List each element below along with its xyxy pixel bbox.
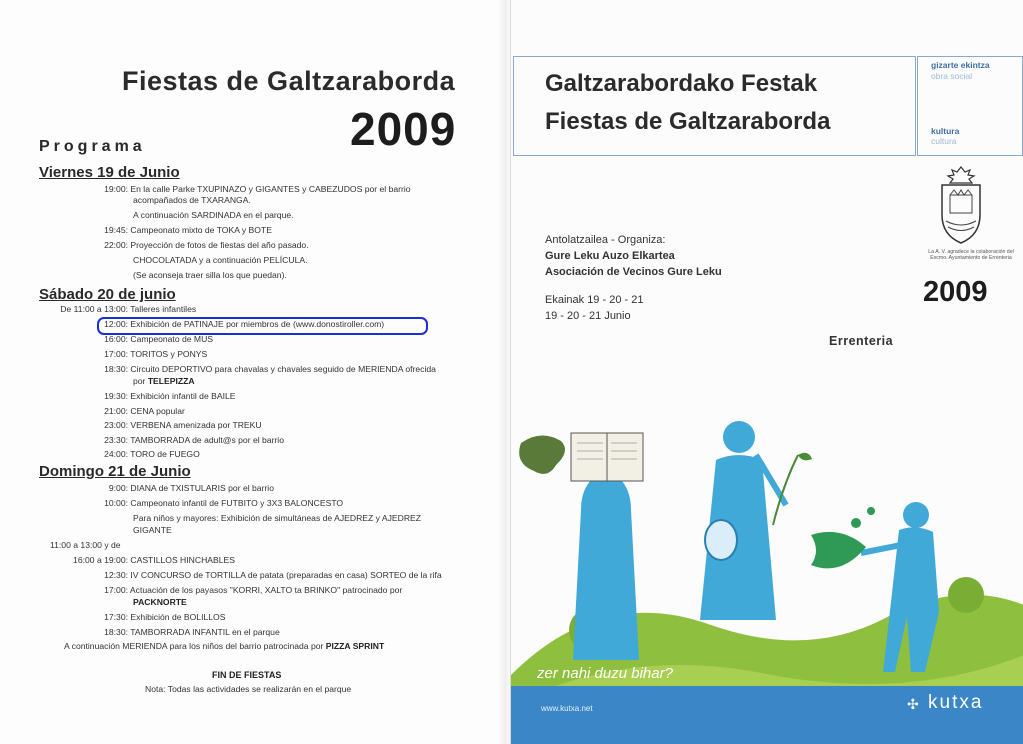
list-item: CHOCOLATADA y a continuación PELÍCULA. — [133, 255, 308, 265]
list-item: 18:30: TAMBORRADA INFANTIL en el parque — [104, 627, 280, 637]
day-heading-friday: Viernes 19 de Junio — [39, 164, 180, 181]
list-item: 21:00: CENA popular — [104, 406, 185, 416]
list-item: 24:00: TORO de FUEGO — [104, 449, 200, 459]
sponsor-label: obra social — [931, 71, 973, 81]
highlight-circle — [97, 317, 428, 335]
list-item: GIGANTE — [133, 525, 172, 535]
sponsor-label: kultura — [931, 126, 960, 136]
list-item: 16:00: Campeonato de MUS — [104, 334, 214, 344]
town-name: Errenteria — [829, 334, 894, 348]
list-item: 9:00: DIANA de TXISTULARIS por el barrio — [108, 483, 274, 493]
day-heading-saturday: Sábado 20 de junio — [39, 286, 176, 303]
cover-title-eu: Galtzarabordako Festak — [545, 70, 818, 97]
cover-year: 2009 — [923, 276, 988, 308]
list-item: 22:00: Proyección de fotos de fiestas del año pasado. — [104, 240, 309, 250]
dates-es: 19 - 20 - 21 Junio — [545, 310, 631, 322]
list-item: 12:30: IV CONCURSO de TORTILLA de patata (preparadas en casa) SORTEO de la rifa — [104, 570, 442, 580]
kutxa-logo-icon: ✣ — [907, 696, 919, 712]
town-crest-icon — [936, 165, 986, 245]
list-item: acompañados de TXARANGA. — [133, 195, 251, 205]
list-item: (Se aconseja traer silla los que puedan). — [133, 270, 287, 280]
cover-title-es: Fiestas de Galtzaraborda — [545, 108, 831, 135]
slogan-text: zer nahi duzu bihar? — [537, 665, 673, 682]
list-item: 19:00: En la calle Parke TXUPINAZO y GIGANTES y CABEZUDOS por el barrio — [104, 184, 411, 194]
list-item: 11:00 a 13:00 y de — [50, 540, 121, 550]
year-heading: 2009 — [350, 103, 457, 155]
list-item: 23:30: TAMBORRADA de adult@s por el barrio — [104, 435, 284, 445]
organizer-es: Asociación de Vecinos Gure Leku — [545, 266, 722, 278]
list-item: 19:30: Exhibición infantil de BAILE — [104, 391, 236, 401]
list-item: 17:30: Exhibición de BOLILLOS — [104, 612, 226, 622]
list-item: 17:00: Actuación de los payasos "KORRI, XALTO ta BRINKO" patrocinado por — [104, 585, 403, 595]
list-item: 19:45: Campeonato mixto de TOKA y BOTE — [104, 225, 272, 235]
programa-heading: Programa — [39, 138, 146, 155]
list-item: PACKNORTE — [133, 597, 187, 607]
list-item: Para niños y mayores: Exhibición de simultáneas de AJEDREZ y AJEDREZ — [133, 513, 422, 523]
day-heading-sunday: Domingo 21 de Junio — [39, 463, 191, 480]
brand-logo-text: kutxa — [928, 692, 984, 713]
list-item: por TELEPIZZA — [133, 376, 195, 386]
list-item: A continuación MERIENDA para los niños del barrio patrocinada por PIZZA SPRINT — [64, 641, 385, 651]
program-page — [0, 0, 510, 744]
note-text: Nota: Todas las actividades se realizarán en el parque — [145, 684, 352, 694]
list-item: De 11:00 a 13:00: Talleres infantiles — [60, 304, 197, 314]
sponsor-label: cultura — [931, 136, 957, 146]
fin-heading: FIN DE FIESTAS — [212, 670, 282, 680]
list-item: 18:30: Circuito DEPORTIVO para chavalas y chavales seguido de MERIENDA ofrecida — [104, 364, 436, 374]
organizer-eu: Gure Leku Auzo Elkartea — [545, 250, 675, 262]
cover-page — [510, 0, 1023, 744]
list-item: 10:00: Campeonato infantil de FUTBITO y 3X3 BALONCESTO — [104, 498, 344, 508]
dates-eu: Ekainak 19 - 20 - 21 — [545, 294, 644, 306]
list-item: A continuación SARDINADA en el parque. — [133, 210, 294, 220]
list-item-highlighted: 12:00: Exhibición de PATINAJE por miembros de (www.donostiroller.com) — [104, 319, 385, 329]
sponsor-label: gizarte ekintza — [931, 60, 990, 70]
page-title: Fiestas de Galtzaraborda — [122, 66, 456, 96]
list-item: 17:00: TORITOS y PONYS — [104, 349, 208, 359]
list-item: 23:00: VERBENA amenizada por TREKU — [104, 420, 262, 430]
list-item: 16:00 a 19:00: CASTILLOS HINCHABLES — [73, 555, 235, 565]
website-link[interactable]: www.kutxa.net — [541, 704, 593, 713]
organizer-label: Antolatzailea - Organiza: — [545, 234, 666, 246]
thanks-text: La A. V. agradece la colaboración del Excmo. Ayuntamiento de Errenteria — [928, 249, 1014, 262]
